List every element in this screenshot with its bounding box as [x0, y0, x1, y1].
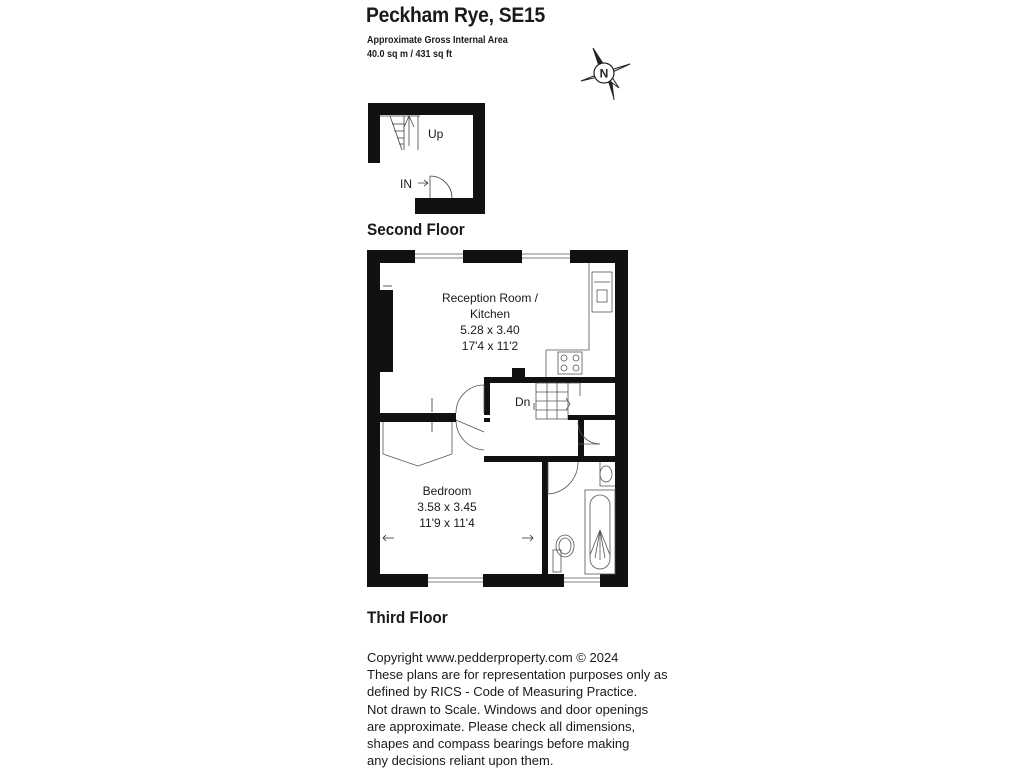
reception-dimensions-metric: 5.28 x 3.40 — [460, 323, 520, 337]
bedroom-label — [417, 484, 477, 530]
reception-room-label — [442, 291, 539, 353]
second-floor-label: Second Floor — [367, 220, 465, 239]
copyright-notice — [367, 649, 687, 769]
copyright-line: any decisions reliant upon them. — [367, 753, 554, 769]
stairs-down — [536, 383, 580, 419]
entrance-label: IN — [400, 177, 412, 191]
bedroom-dimensions-imperial: 11'9 x 11'4 — [419, 516, 475, 530]
stairs-up — [380, 116, 420, 150]
third-floor-label: Third Floor — [367, 608, 448, 627]
copyright-line: are approximate. Please check all dimensions, — [367, 718, 636, 734]
area-value: 40.0 sq m / 431 sq ft — [367, 49, 453, 60]
copyright-line: defined by RICS - Code of Measuring Practice. — [367, 684, 638, 700]
plan-title: Peckham Rye, SE15 — [366, 4, 545, 27]
compass-icon — [581, 48, 630, 100]
copyright-line: Copyright www.pedderproperty.com © 2024 — [367, 650, 619, 665]
stairs-up-label: Up — [428, 127, 444, 141]
copyright-line: Not drawn to Scale. Windows and door openings — [367, 701, 649, 717]
second-floor-plan — [368, 103, 485, 214]
kitchen-counter — [546, 263, 612, 378]
copyright-line: These plans are for representation purposes only as — [367, 667, 668, 683]
bedroom-dimensions-metric: 3.58 x 3.45 — [417, 500, 477, 514]
reception-dimensions-imperial: 17'4 x 11'2 — [461, 339, 519, 353]
reception-name-line1: Reception Room / — [441, 291, 539, 305]
reception-name-line2: Kitchen — [469, 307, 511, 321]
bathroom-fixtures — [553, 462, 615, 574]
bedroom-name: Bedroom — [422, 484, 472, 498]
copyright-line: shapes and compass bearings before making — [367, 736, 630, 752]
stairs-down-label: Dn — [515, 395, 531, 409]
area-label: Approximate Gross Internal Area — [367, 35, 508, 46]
compass-letter: N — [599, 66, 609, 81]
